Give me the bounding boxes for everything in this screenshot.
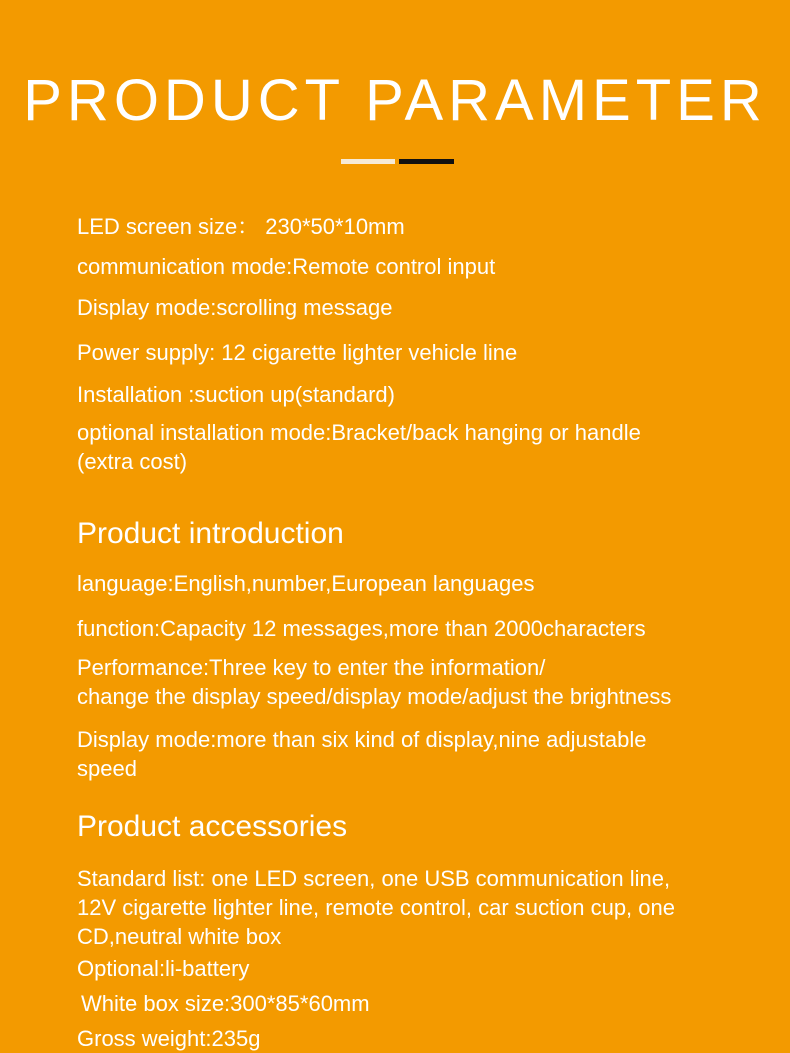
intro-function: function:Capacity 12 messages,more than 2000characters	[77, 616, 646, 641]
accessories-box-size: White box size:300*85*60mm	[81, 991, 370, 1016]
intro-display-mode-cont: speed	[77, 756, 137, 781]
title-divider-light	[341, 159, 395, 164]
param-extra-cost: (extra cost)	[77, 449, 188, 474]
accessories-optional: Optional:li-battery	[77, 956, 250, 981]
intro-display-mode: Display mode:more than six kind of display,nine adjustable	[77, 727, 647, 752]
param-installation: Installation :suction up(standard)	[77, 382, 395, 407]
accessories-standard-list-cont2: CD,neutral white box	[77, 924, 282, 949]
accessories-standard-list: Standard list: one LED screen, one USB communication line,	[77, 866, 671, 891]
param-communication-mode: communication mode:Remote control input	[77, 254, 496, 279]
param-display-mode: Display mode:scrolling message	[77, 295, 393, 320]
intro-performance-cont: change the display speed/display mode/adjust the brightness	[77, 684, 672, 709]
page-title: PRODUCT PARAMETER	[23, 68, 767, 133]
intro-performance: Performance:Three key to enter the information/	[77, 655, 546, 680]
title-divider-dark	[399, 159, 454, 164]
param-led-screen-size: LED screen size： 230*50*10mm	[77, 214, 405, 239]
intro-language: language:English,number,European languages	[77, 571, 535, 596]
param-power-supply: Power supply: 12 cigarette lighter vehicle line	[77, 340, 518, 365]
accessories-standard-list-cont: 12V cigarette lighter line, remote control, car suction cup, one	[77, 895, 675, 920]
section-heading-introduction: Product introduction	[77, 517, 344, 550]
accessories-gross-weight: Gross weight:235g	[77, 1026, 261, 1051]
param-optional-installation: optional installation mode:Bracket/back hanging or handle	[77, 420, 641, 445]
section-heading-accessories: Product accessories	[77, 810, 348, 843]
